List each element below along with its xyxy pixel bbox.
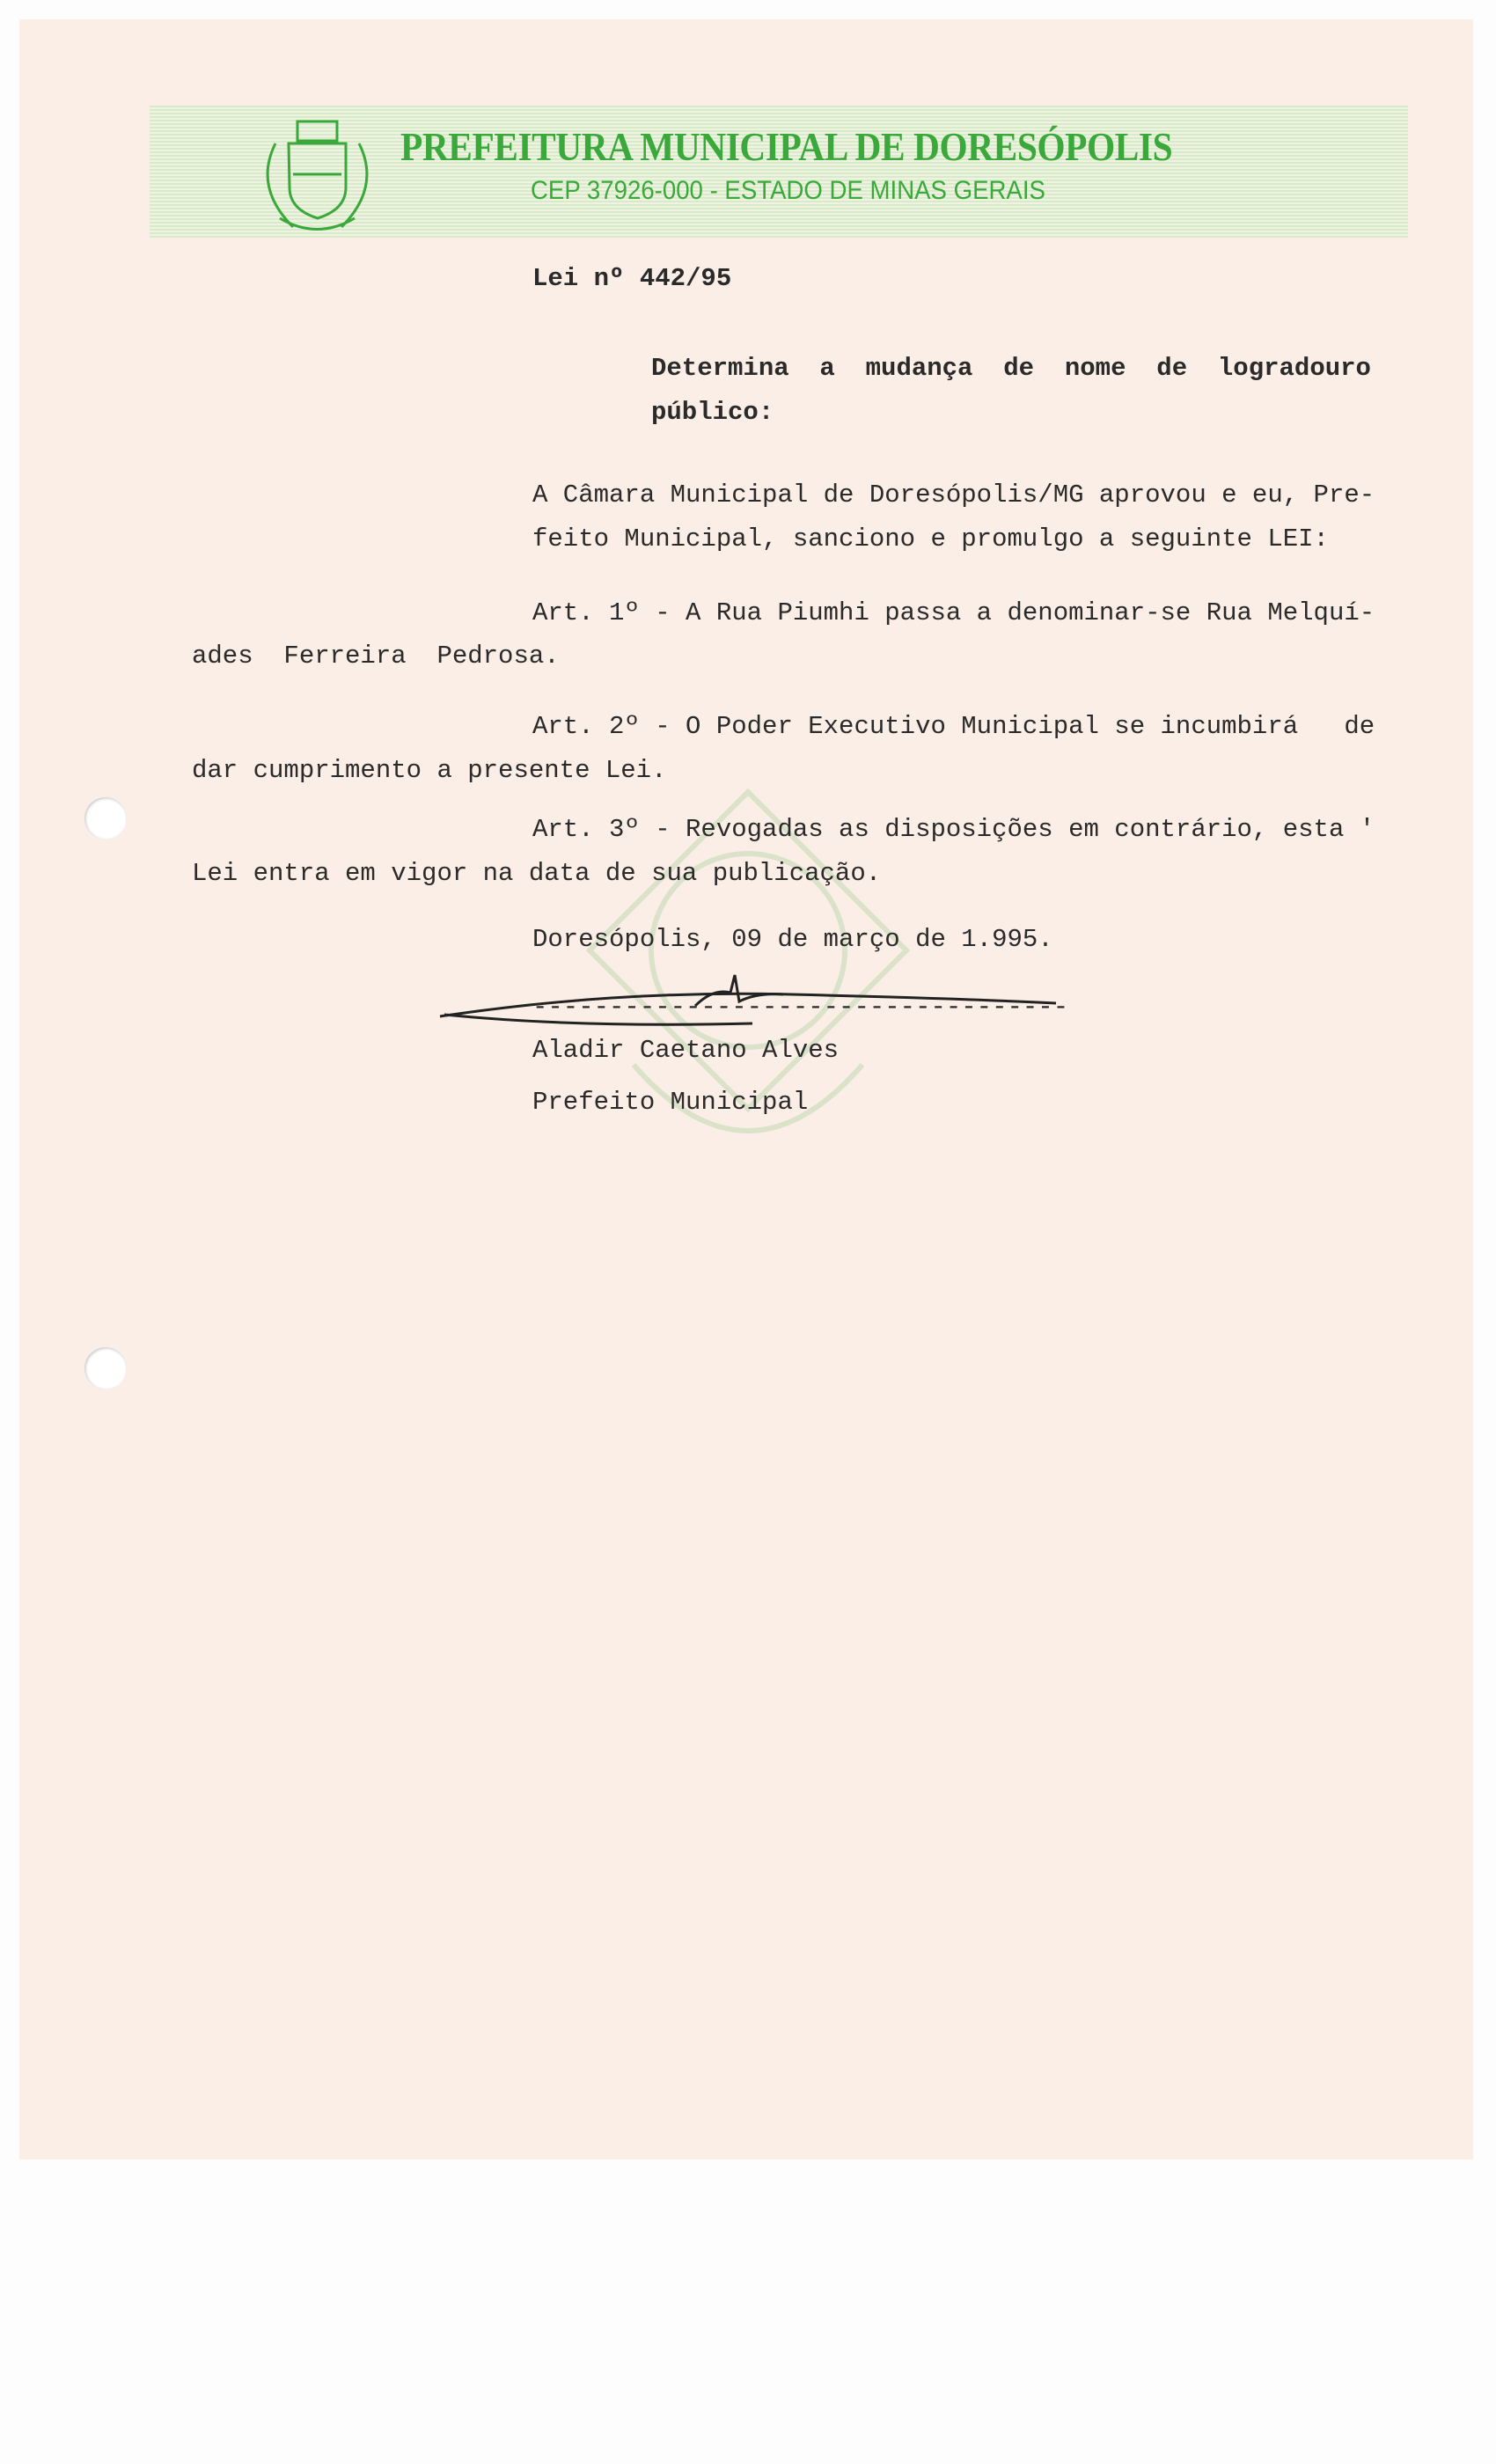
signer-name: Aladir Caetano Alves — [532, 1036, 840, 1065]
law-number: Lei nº 442/95 — [532, 264, 732, 293]
punch-hole — [84, 797, 127, 840]
preamble-line: A Câmara Municipal de Doresópolis/MG aprovou e eu, Pre- — [532, 480, 1375, 510]
letterhead-subtitle: CEP 37926-000 - ESTADO DE MINAS GERAIS — [531, 176, 1045, 205]
article-1-line: ades Ferreira Pedrosa. — [192, 642, 560, 671]
municipal-coat-of-arms-logo — [249, 117, 385, 236]
date-line: Doresópolis, 09 de março de 1.995. — [532, 925, 1053, 954]
ementa-line: público: — [651, 398, 774, 427]
preamble-line: feito Municipal, sanciono e promulgo a seguinte LEI: — [532, 524, 1329, 554]
handwritten-signature — [431, 972, 1065, 1034]
punch-hole — [84, 1347, 127, 1390]
ementa-line: Determina a mudança de nome de logradouro — [651, 354, 1371, 383]
signer-title: Prefeito Municipal — [532, 1088, 809, 1117]
article-3-line: Art. 3º - Revogadas as disposições em contrário, esta ' — [532, 815, 1375, 844]
article-2-line: Art. 2º - O Poder Executivo Municipal se incumbirá de — [532, 712, 1375, 741]
article-1-line: Art. 1º - A Rua Piumhi passa a denominar-se Rua Melquí- — [532, 598, 1375, 627]
signature-line: ----------------------------------- — [532, 993, 1069, 1022]
article-3-line: Lei entra em vigor na data de sua publicação. — [192, 859, 882, 888]
letterhead-title: PREFEITURA MUNICIPAL DE DORESÓPOLIS — [400, 124, 1173, 169]
article-2-line: dar cumprimento a presente Lei. — [192, 756, 667, 785]
